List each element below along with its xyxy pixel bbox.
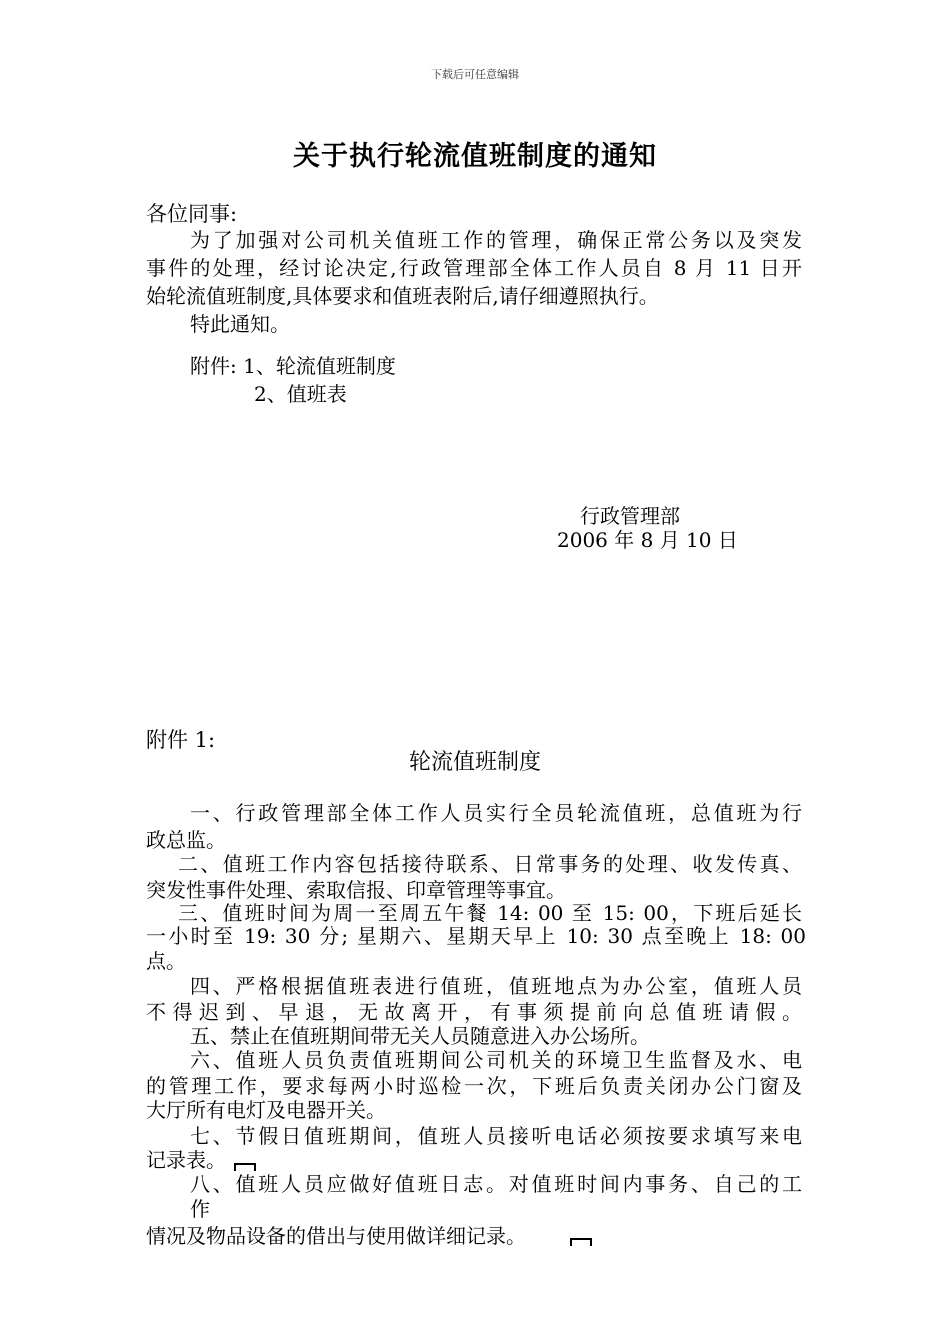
rule-line: 情况及物品设备的借出与使用做详细记录。 [146, 1224, 526, 1248]
rule-line: 七、节假日值班期间，值班人员接听电话必须按要求填写来电 [190, 1124, 802, 1148]
notice-paragraph-line: 为了加强对公司机关值班工作的管理，确保正常公务以及突发 [190, 228, 802, 252]
appendix-label: 附件 1: [146, 728, 216, 752]
notice-title: 关于执行轮流值班制度的通知 [293, 141, 657, 172]
rule-line: 的管理工作，要求每两小时巡检一次，下班后负责关闭办公门窗及 [146, 1074, 802, 1098]
rule-line: 点。 [146, 949, 186, 973]
attachment-item: 附件: 1、轮流值班制度 [190, 354, 396, 378]
attachment-item: 2、值班表 [254, 382, 347, 406]
rule-line: 三、值班时间为周一至周五午餐 14: 00 至 15: 00，下班后延长 [178, 901, 802, 925]
rule-line: 五、禁止在值班期间带无关人员随意进入办公场所。 [190, 1024, 650, 1048]
rule-line: 一、行政管理部全体工作人员实行全员轮流值班，总值班为行 [190, 801, 802, 825]
rule-line: 八、值班人员应做好值班日志。对值班时间内事务、自己的工 [190, 1172, 802, 1196]
signature-department: 行政管理部 [580, 504, 680, 528]
page-header-note: 下载后可任意编辑 [431, 68, 519, 81]
rule-line: 政总监。 [146, 828, 226, 852]
rule-line: 六、值班人员负责值班期间公司机关的环境卫生监督及水、电 [190, 1048, 802, 1072]
rule-line: 大厅所有电灯及电器开关。 [146, 1098, 386, 1122]
signature-date: 2006 年 8 月 10 日 [557, 528, 738, 552]
rule-line: 记录表。 [146, 1148, 226, 1172]
rule-line: 二、值班工作内容包括接待联系、日常事务的处理、收发传真、 [178, 852, 802, 876]
rule-line: 一小时至 19: 30 分; 星期六、星期天早上 10: 30 点至晚上 18: 00 [146, 924, 806, 948]
rule-line: 四、严格根据值班表进行值班，值班地点为办公室，值班人员 [190, 974, 802, 998]
rule-line: 突发性事件处理、索取信报、印章管理等事宜。 [146, 878, 566, 902]
rule-line: 不得迟到、早退，无故离开，有事须提前向总值班请假。 [146, 1000, 802, 1024]
paragraph-mark-icon [570, 1238, 592, 1246]
appendix-title: 轮流值班制度 [408, 750, 541, 775]
greeting: 各位同事: [146, 202, 238, 226]
rule-line: 作 [190, 1197, 210, 1221]
closing-line: 特此通知。 [190, 312, 290, 336]
notice-paragraph-line: 事件的处理，经讨论决定,行政管理部全体工作人员自 8 月 11 日开 [146, 256, 802, 280]
notice-paragraph-line: 始轮流值班制度,具体要求和值班表附后,请仔细遵照执行。 [146, 284, 659, 308]
